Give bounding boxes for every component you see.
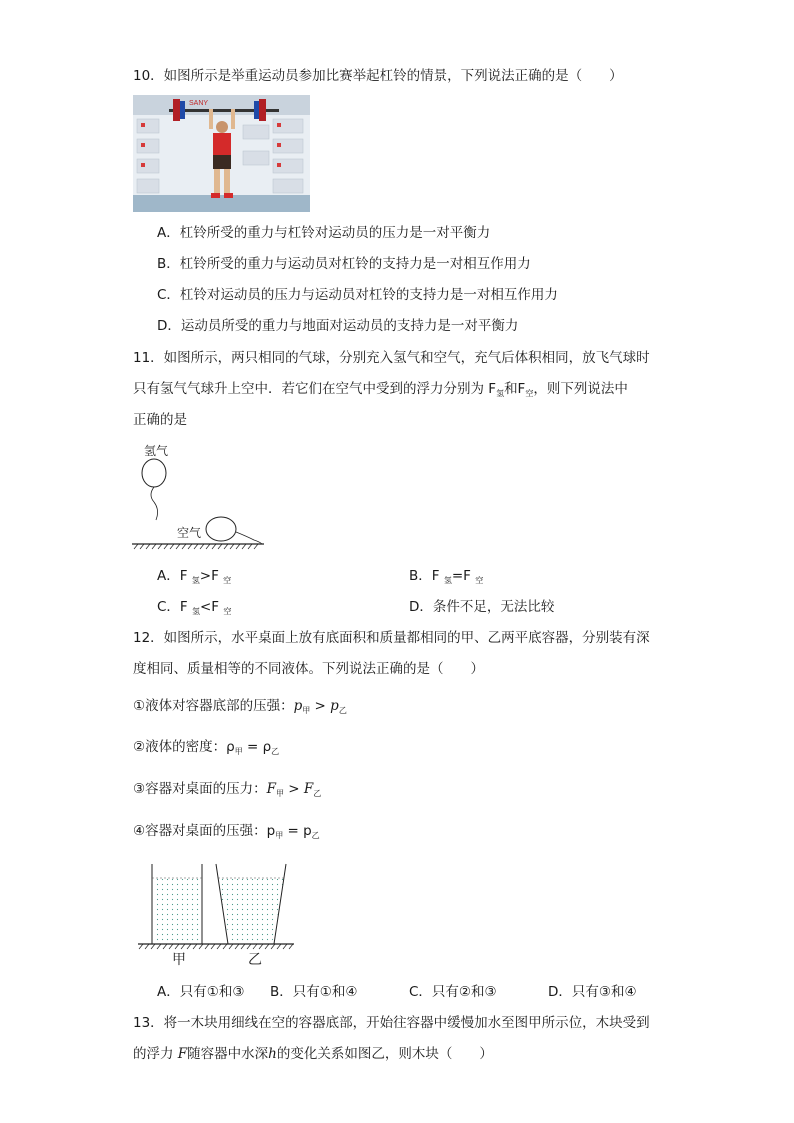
q12-option-c: C．只有②和③ — [409, 984, 497, 1000]
q12-statement-4: ④容器对桌面的压强：$p_甲 = p_乙$ — [133, 823, 320, 840]
q11-option-c: C．F $_氢$<F $_空$ — [157, 599, 232, 616]
q10-option-d: D．运动员所受的重力与地面对运动员的支持力是一对平衡力 — [157, 318, 519, 334]
q12-statement-2: ②液体的密度：$\rho_甲 = \rho_乙$ — [133, 739, 280, 756]
containers-figure — [136, 858, 296, 970]
q11-stem-line1: 11．如图所示，两只相同的气球，分别充入氢气和空气，充气后体积相同，放飞气球时 — [133, 350, 650, 366]
balloon-figure — [130, 440, 270, 552]
q11-stem-line3: 正确的是 — [133, 412, 187, 428]
q13-stem-line2: 的浮力 F随容器中水深h的变化关系如图乙，则木块（ ） — [133, 1046, 493, 1062]
q10-stem: 10．如图所示是举重运动员参加比赛举起杠铃的情景，下列说法正确的是（ ） — [133, 68, 623, 84]
hydrogen-label: 氢气 — [144, 444, 169, 458]
q10-option-b: B．杠铃所受的重力与运动员对杠铃的支持力是一对相互作用力 — [157, 256, 531, 272]
q11-option-b: B．F $_氢$=F $_空$ — [409, 568, 484, 585]
q11-stem-line2: 只有氢气气球升上空中．若它们在空气中受到的浮力分别为 $F_氢$和$F_空$，则下列说法中 — [133, 381, 628, 398]
q10-option-c: C．杠铃对运动员的压力与运动员对杠铃的支持力是一对相互作用力 — [157, 287, 558, 303]
container-jia-label: 甲 — [172, 952, 186, 968]
q12-option-a: A．只有①和③ — [157, 984, 245, 1000]
q12-option-d: D．只有③和④ — [548, 984, 637, 1000]
q11-option-a: A．F $_氢$>F $_空$ — [157, 568, 232, 585]
weightlifter-photo — [133, 95, 310, 212]
q13-stem-line1: 13．将一木块用细线在空的容器底部，开始往容器中缓慢加水至图甲所示位，木块受到 — [133, 1015, 650, 1031]
q11-option-d: D．条件不足，无法比较 — [409, 599, 555, 615]
air-label: 空气 — [177, 526, 202, 540]
q12-stem-line2: 度相同、质量相等的不同液体。下列说法正确的是（ ） — [133, 661, 484, 677]
q12-stem-line1: 12．如图所示，水平桌面上放有底面积和质量都相同的甲、乙两平底容器，分别装有深 — [133, 630, 650, 646]
container-yi-label: 乙 — [248, 952, 262, 968]
q12-option-b: B．只有①和④ — [270, 984, 358, 1000]
photo-banner-text: SANY — [189, 100, 209, 107]
q10-option-a: A．杠铃所受的重力与杠铃对运动员的压力是一对平衡力 — [157, 225, 491, 241]
q12-statement-3: ③容器对桌面的压力：$F_甲 > F_乙$ — [133, 781, 322, 798]
q12-statement-1: ①液体对容器底部的压强：$p_甲 > p_乙$ — [133, 698, 347, 715]
